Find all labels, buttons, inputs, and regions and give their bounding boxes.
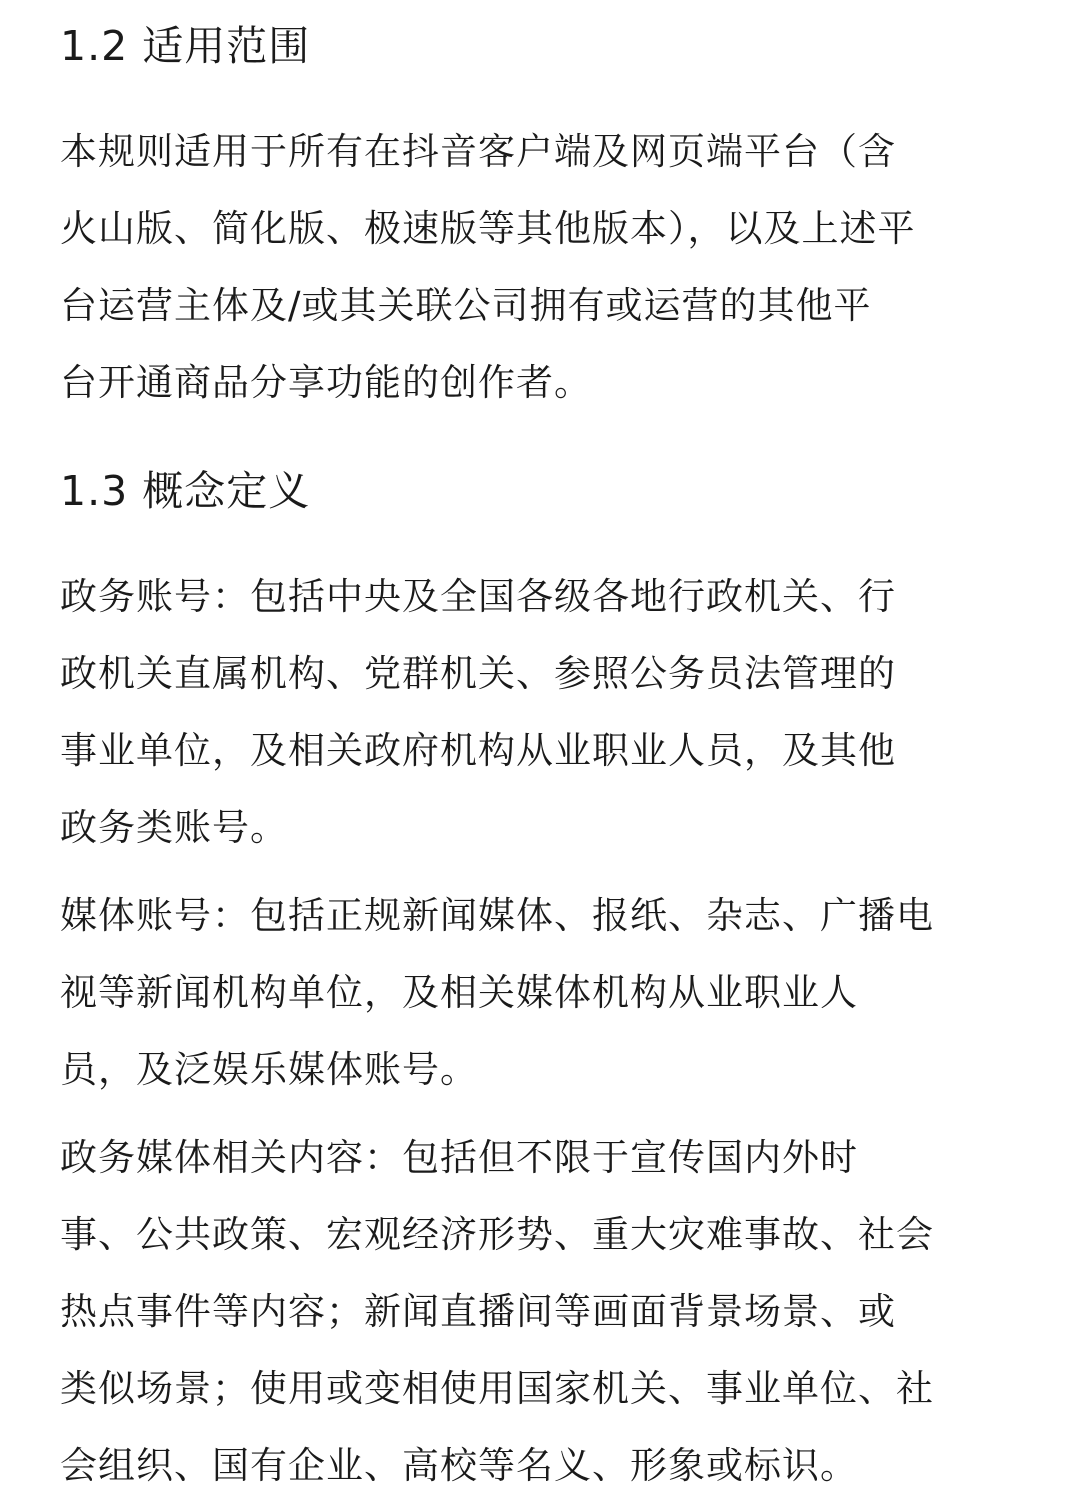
paragraph-line: 政务类账号。	[60, 806, 288, 849]
paragraph-line: 政机关直属机构、党群机关、参照公务员法管理的	[60, 652, 896, 695]
document-body	[60, 0, 1020, 1504]
paragraph-line: 本规则适用于所有在抖音客户端及网页端平台（含	[60, 130, 896, 173]
paragraph-line: 火山版、简化版、极速版等其他版本），以及上述平	[60, 207, 916, 250]
paragraph-line: 类似场景；使用或变相使用国家机关、事业单位、社	[60, 1367, 934, 1410]
paragraph-line: 事业单位，及相关政府机构从业职业人员，及其他	[60, 729, 896, 772]
paragraph-line: 台开通商品分享功能的创作者。	[60, 361, 592, 404]
paragraph-media-account	[60, 877, 1020, 1108]
section-heading-scope: 1.2 适用范围	[60, 22, 311, 70]
paragraph-line: 台运营主体及/或其关联公司拥有或运营的其他平	[60, 284, 872, 327]
section-heading-definitions: 1.3 概念定义	[60, 467, 311, 515]
paragraph-line: 媒体账号：包括正规新闻媒体、报纸、杂志、广播电	[60, 894, 934, 937]
paragraph-government-account	[60, 558, 1020, 866]
paragraph-government-media-content	[60, 1119, 1020, 1504]
paragraph-line: 热点事件等内容；新闻直播间等画面背景场景、或	[60, 1290, 896, 1333]
paragraph-scope	[60, 113, 1020, 421]
paragraph-line: 视等新闻机构单位，及相关媒体机构从业职业人	[60, 971, 858, 1014]
paragraph-line: 政务账号：包括中央及全国各级各地行政机关、行	[60, 575, 896, 618]
paragraph-line: 事、公共政策、宏观经济形势、重大灾难事故、社会	[60, 1213, 934, 1256]
paragraph-line: 政务媒体相关内容：包括但不限于宣传国内外时	[60, 1136, 858, 1179]
paragraph-line: 员，及泛娱乐媒体账号。	[60, 1048, 478, 1091]
paragraph-line: 会组织、国有企业、高校等名义、形象或标识。	[60, 1444, 858, 1487]
